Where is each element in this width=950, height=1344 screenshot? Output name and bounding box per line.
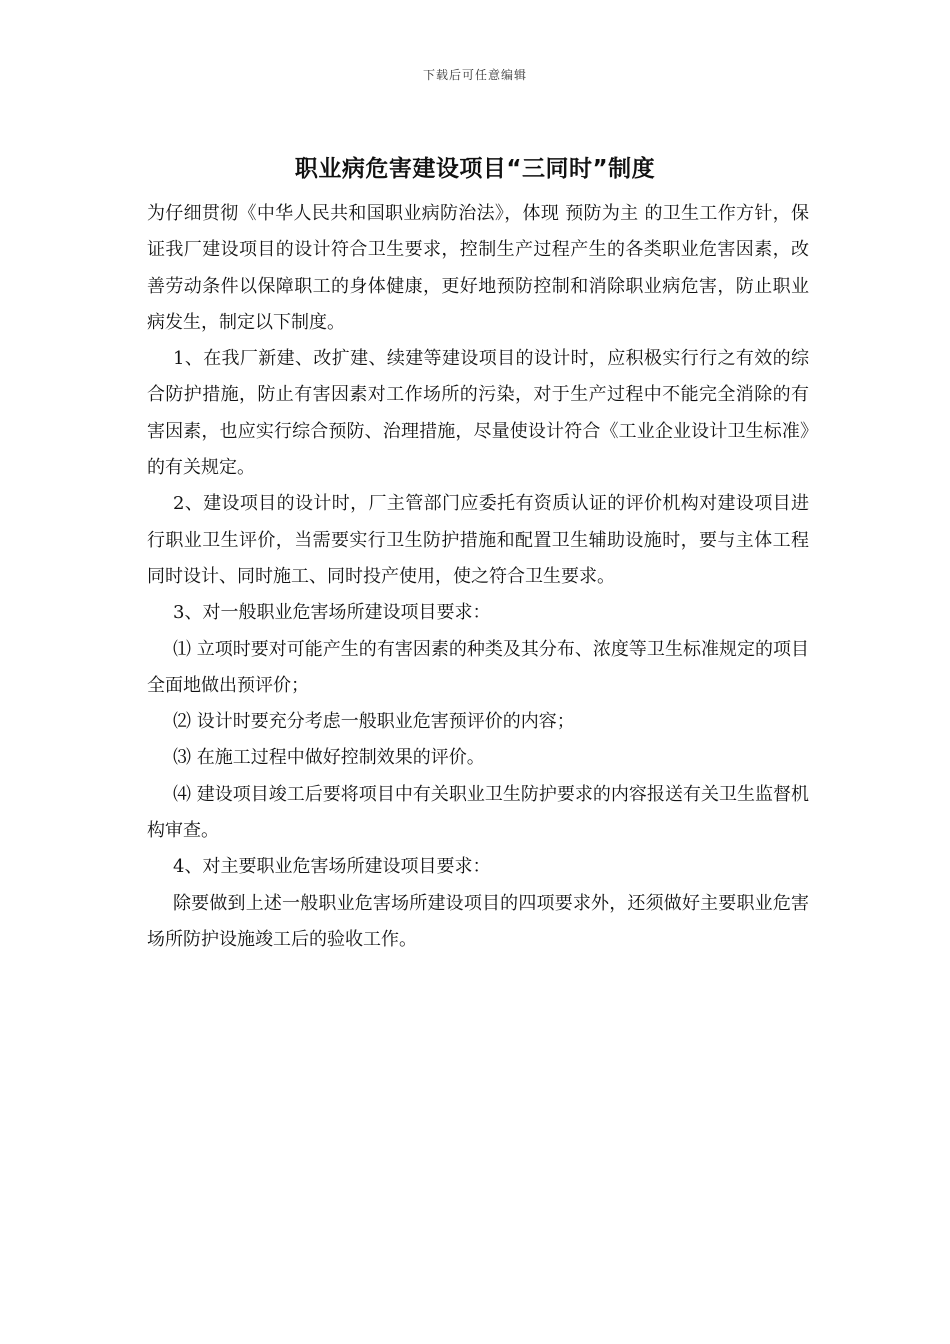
body-paragraph: ⑴ 立项时要对可能产生的有害因素的种类及其分布、浓度等卫生标准规定的项目全面地做出预评价； [147, 638, 809, 696]
body-paragraph: 3、对一般职业危害场所建设项目要求： [173, 602, 491, 624]
body-paragraph: 除要做到上述一般职业危害场所建设项目的四项要求外，还须做好主要职业危害场所防护设施竣工后的验收工作。 [147, 892, 809, 950]
document-title: 职业病危害建设项目“三同时”制度 [294, 156, 656, 182]
body-paragraph: 为仔细贯彻《中华人民共和国职业病防治法》，体现 预防为主 的卫生工作方针，保证我厂建设项目的设计符合卫生要求，控制生产过程产生的各类职业危害因素，改善劳动条件以保障职工的身体健康，更好地预防控制和消除职业病危害，防止职业病发生，制定以下制度。 [147, 203, 809, 333]
header-note: 下载后可任意编辑 [422, 68, 527, 82]
body-paragraph: 4、对主要职业危害场所建设项目要求： [173, 856, 491, 878]
body-paragraph: 1、在我厂新建、改扩建、续建等建设项目的设计时，应积极实行行之有效的综合防护措施，防止有害因素对工作场所的污染，对于生产过程中不能完全消除的有害因素，也应实行综合预防、治理措施，尽量使设计符合《工业企业设计卫生标准》的有关规定。 [147, 348, 809, 479]
body-paragraph: 2、建设项目的设计时，厂主管部门应委托有资质认证的评价机构对建设项目进行职业卫生评价，当需要实行卫生防护措施和配置卫生辅助设施时，要与主体工程同时设计、同时施工、同时投产使用，使之符合卫生要求。 [147, 493, 809, 587]
document-body [147, 196, 809, 958]
body-paragraph: ⑶ 在施工过程中做好控制效果的评价。 [173, 747, 485, 769]
body-paragraph: ⑷ 建设项目竣工后要将项目中有关职业卫生防护要求的内容报送有关卫生监督机构审查。 [147, 783, 809, 842]
body-paragraph: ⑵ 设计时要充分考虑一般职业危害预评价的内容； [173, 711, 575, 733]
